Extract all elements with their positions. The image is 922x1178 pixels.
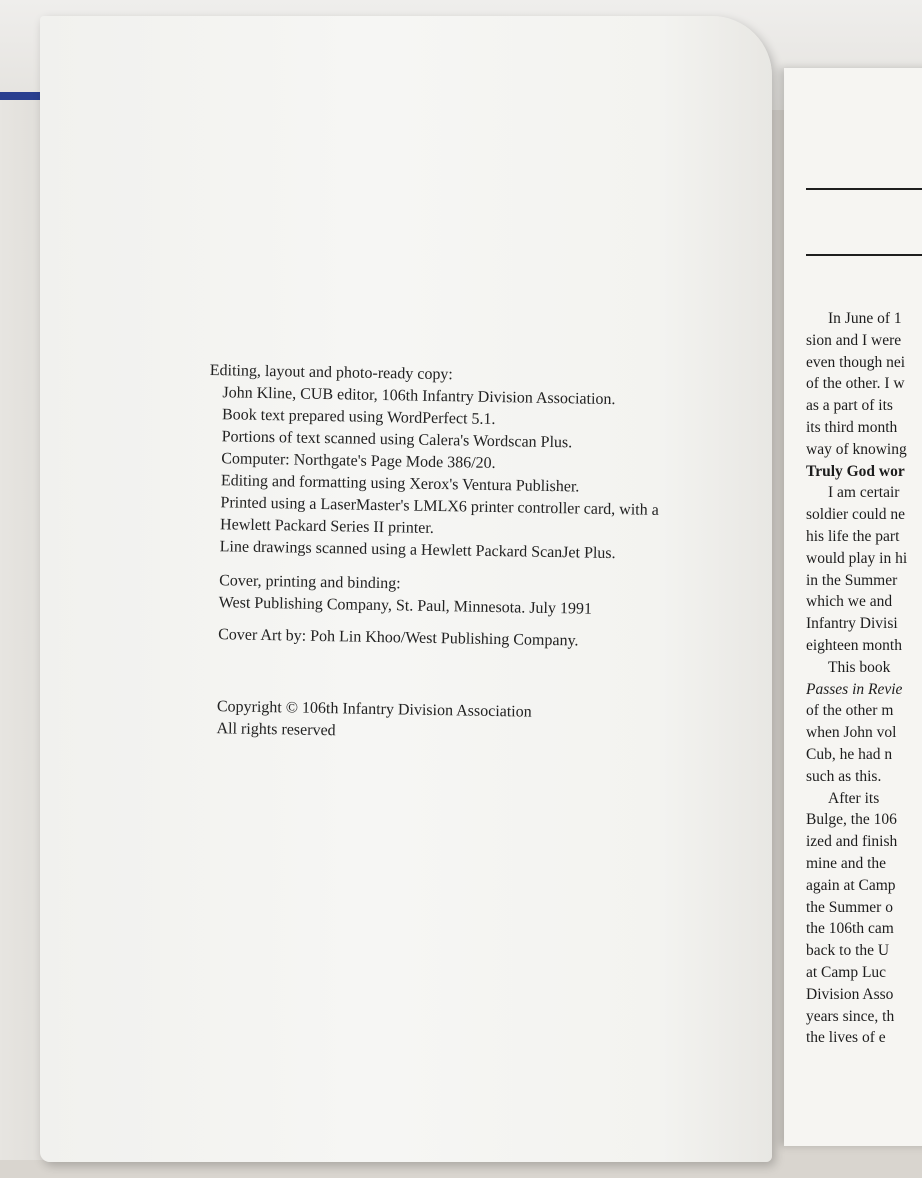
facing-line: of the other m xyxy=(806,702,894,720)
facing-line: the Summer o xyxy=(806,898,893,916)
copyright-notice: Copyright © 106th Infantry Division Association xyxy=(216,698,532,721)
facing-line: Passes in Revie xyxy=(806,680,903,698)
production-line: Line drawings scanned using a Hewlett Packard ScanJet Plus. xyxy=(219,538,616,563)
facing-line: Division Asso xyxy=(806,985,894,1003)
facing-line: the 106th cam xyxy=(806,920,894,938)
facing-line: of the other. I w xyxy=(806,375,905,393)
facing-line: mine and the xyxy=(806,854,887,872)
facing-line: his life the part xyxy=(806,527,900,545)
cover-art-credit: Cover Art by: Poh Lin Khoo/West Publishing Company. xyxy=(218,626,579,650)
printing-line: West Publishing Company, St. Paul, Minnesota. July 1991 xyxy=(218,594,593,618)
facing-line: its third month xyxy=(806,418,898,436)
facing-page-rule-top xyxy=(806,188,922,190)
facing-line: eighteen month xyxy=(806,636,902,654)
facing-line: After its xyxy=(828,789,880,807)
facing-line: again at Camp xyxy=(806,876,896,894)
facing-line: I am certair xyxy=(828,484,900,502)
facing-line: the lives of e xyxy=(806,1029,886,1047)
production-line: Printed using a LaserMaster's LMLX6 printer controller card, with a xyxy=(220,494,659,519)
copyright-page xyxy=(40,16,772,1162)
facing-line: back to the U xyxy=(806,942,890,960)
facing-page-rule-bottom xyxy=(806,254,922,256)
production-line: Portions of text scanned using Calera's Wordscan Plus. xyxy=(221,428,573,452)
facing-line: as a part of its xyxy=(806,397,893,415)
production-line: Book text prepared using WordPerfect 5.1. xyxy=(221,406,496,428)
facing-line: Truly God wor xyxy=(806,462,905,480)
facing-line: would play in hi xyxy=(806,549,908,567)
rights-notice: All rights reserved xyxy=(216,720,336,740)
production-line: Editing and formatting using Xerox's Ventura Publisher. xyxy=(220,472,580,496)
facing-line: way of knowing xyxy=(806,440,907,458)
facing-line: sion and I were xyxy=(806,331,902,349)
facing-page xyxy=(784,68,922,1146)
production-line: Hewlett Packard Series II printer. xyxy=(219,516,434,537)
facing-line: at Camp Luc xyxy=(806,963,887,981)
facing-line: Infantry Divisi xyxy=(806,615,898,633)
production-line: Computer: Northgate's Page Mode 386/20. xyxy=(221,450,496,472)
facing-line: Cub, he had n xyxy=(806,745,893,763)
facing-line: which we and xyxy=(806,593,893,611)
facing-line: even though nei xyxy=(806,353,906,371)
facing-line: In June of 1 xyxy=(828,310,902,327)
production-line: John Kline, CUB editor, 106th Infantry Division Association. xyxy=(222,384,616,409)
facing-line: in the Summer xyxy=(806,571,898,589)
facing-line: when John vol xyxy=(806,724,897,742)
facing-line: Bulge, the 106 xyxy=(806,811,897,829)
printing-heading: Cover, printing and binding: xyxy=(219,572,401,593)
production-heading: Editing, layout and photo-ready copy: xyxy=(209,361,453,384)
facing-line: soldier could ne xyxy=(806,506,906,524)
facing-line: such as this. xyxy=(806,767,882,785)
colophon-block xyxy=(203,360,730,749)
facing-line: years since, th xyxy=(806,1007,895,1025)
facing-line: ized and finish xyxy=(806,833,898,851)
facing-line: This book xyxy=(828,658,891,676)
facing-page-text xyxy=(806,308,922,1049)
